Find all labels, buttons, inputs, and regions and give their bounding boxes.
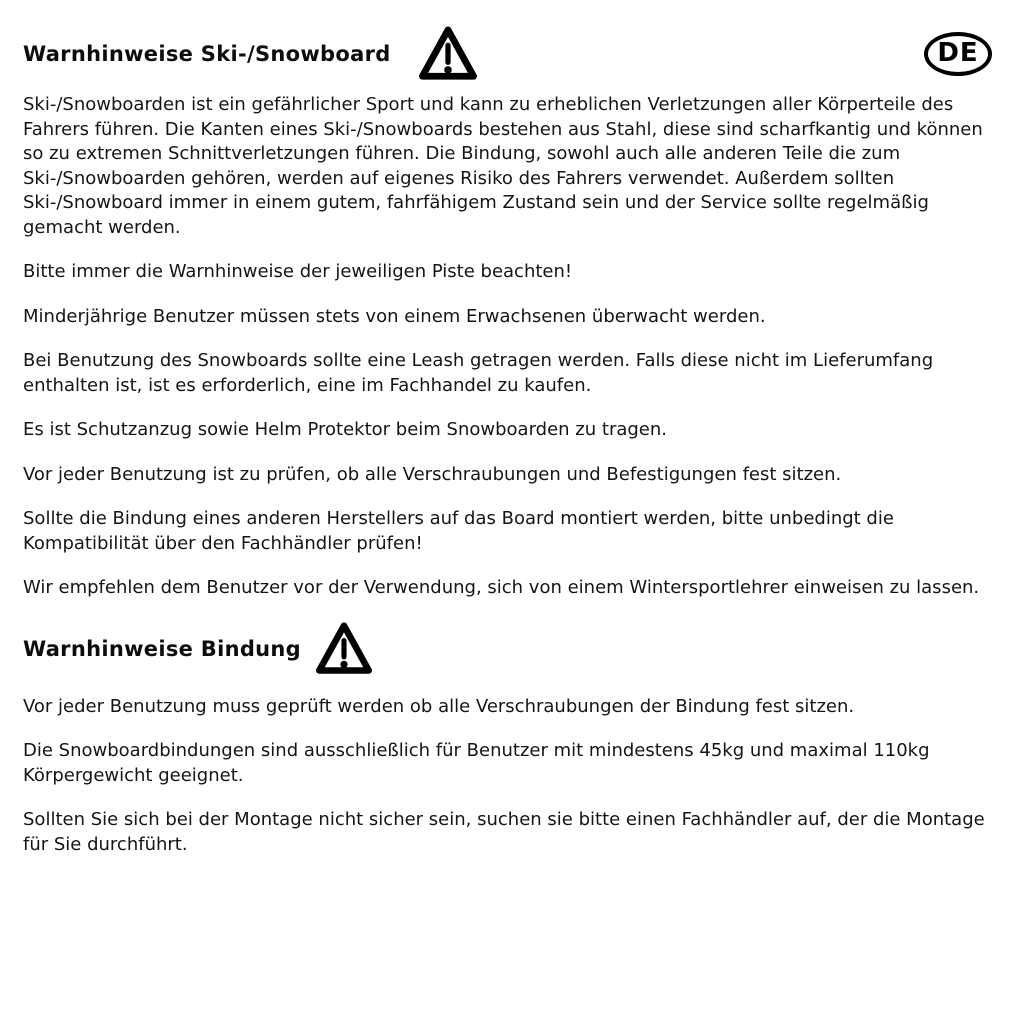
paragraph: Wir empfehlen dem Benutzer vor der Verwendung, sich von einem Wintersportlehrer einweisen zu lassen. [23, 577, 980, 598]
paragraph: Es ist Schutzanzug sowie Helm Protektor beim Snowboarden zu tragen. [23, 419, 668, 440]
language-badge [924, 32, 992, 76]
paragraph: Minderjährige Benutzer müssen stets von einem Erwachsenen überwacht werden. [23, 305, 766, 327]
paragraph: Die Snowboardbindungen sind ausschließlich für Benutzer mit mindestens 45kg und maximal 110kg Körpergewicht geeignet. [23, 740, 930, 786]
paragraph: Bei Benutzung des Snowboards sollte eine Leash getragen werden. Falls diese nicht im Lieferumfang enthalten ist, ist es erforderlich, eine im Fachhandel zu kaufen. [23, 350, 934, 396]
section-ski-snowboard-body [23, 93, 1000, 601]
section-heading-ski-snowboard: Warnhinweise Ski-/Snowboard [23, 42, 391, 66]
paragraph: Ski-/Snowboarden ist ein gefährlicher Sport und kann zu erheblichen Verletzungen aller Körperteile des Fahrers führen. Die Kanten eines Ski-/Snowboards bestehen aus Stahl, diese sind scharfkantig und können so zu extremen Schnittverletzungen führen. Die Bindung, sowohl auch alle anderen Teile die zum Ski-/Snowboarden gehören, werden auf eigenes Risiko des Fahrers verwendet. Außerdem sollten Ski-/Snowboard immer in einem gutem, fahrfähigem Zustand sein und der Service sollte regelmäßig gemacht werden. [23, 94, 983, 238]
warning-triangle-icon [419, 25, 477, 83]
section-ski-snowboard-header [23, 25, 1000, 83]
paragraph: Bitte immer die Warnhinweise der jeweiligen Piste beachten! [23, 261, 573, 282]
section-heading-bindung: Warnhinweise Bindung [23, 636, 302, 661]
section-bindung-header [23, 621, 1000, 677]
paragraph: Sollten Sie sich bei der Montage nicht sicher sein, suchen sie bitte einen Fachhändler auf, der die Montage für Sie durchführt. [23, 809, 985, 855]
paragraph: Sollte die Bindung eines anderen Herstellers auf das Board montiert werden, bitte unbedingt die Kompatibilität über den Fachhändler prüfen! [23, 508, 894, 554]
section-bindung-body [23, 695, 1000, 858]
warning-triangle-icon [316, 621, 372, 677]
paragraph: Vor jeder Benutzung ist zu prüfen, ob alle Verschraubungen und Befestigungen fest sitzen. [23, 463, 842, 485]
language-badge-label: DE [937, 38, 979, 68]
paragraph: Vor jeder Benutzung muss geprüft werden ob alle Verschraubungen der Bindung fest sitzen. [23, 695, 855, 717]
